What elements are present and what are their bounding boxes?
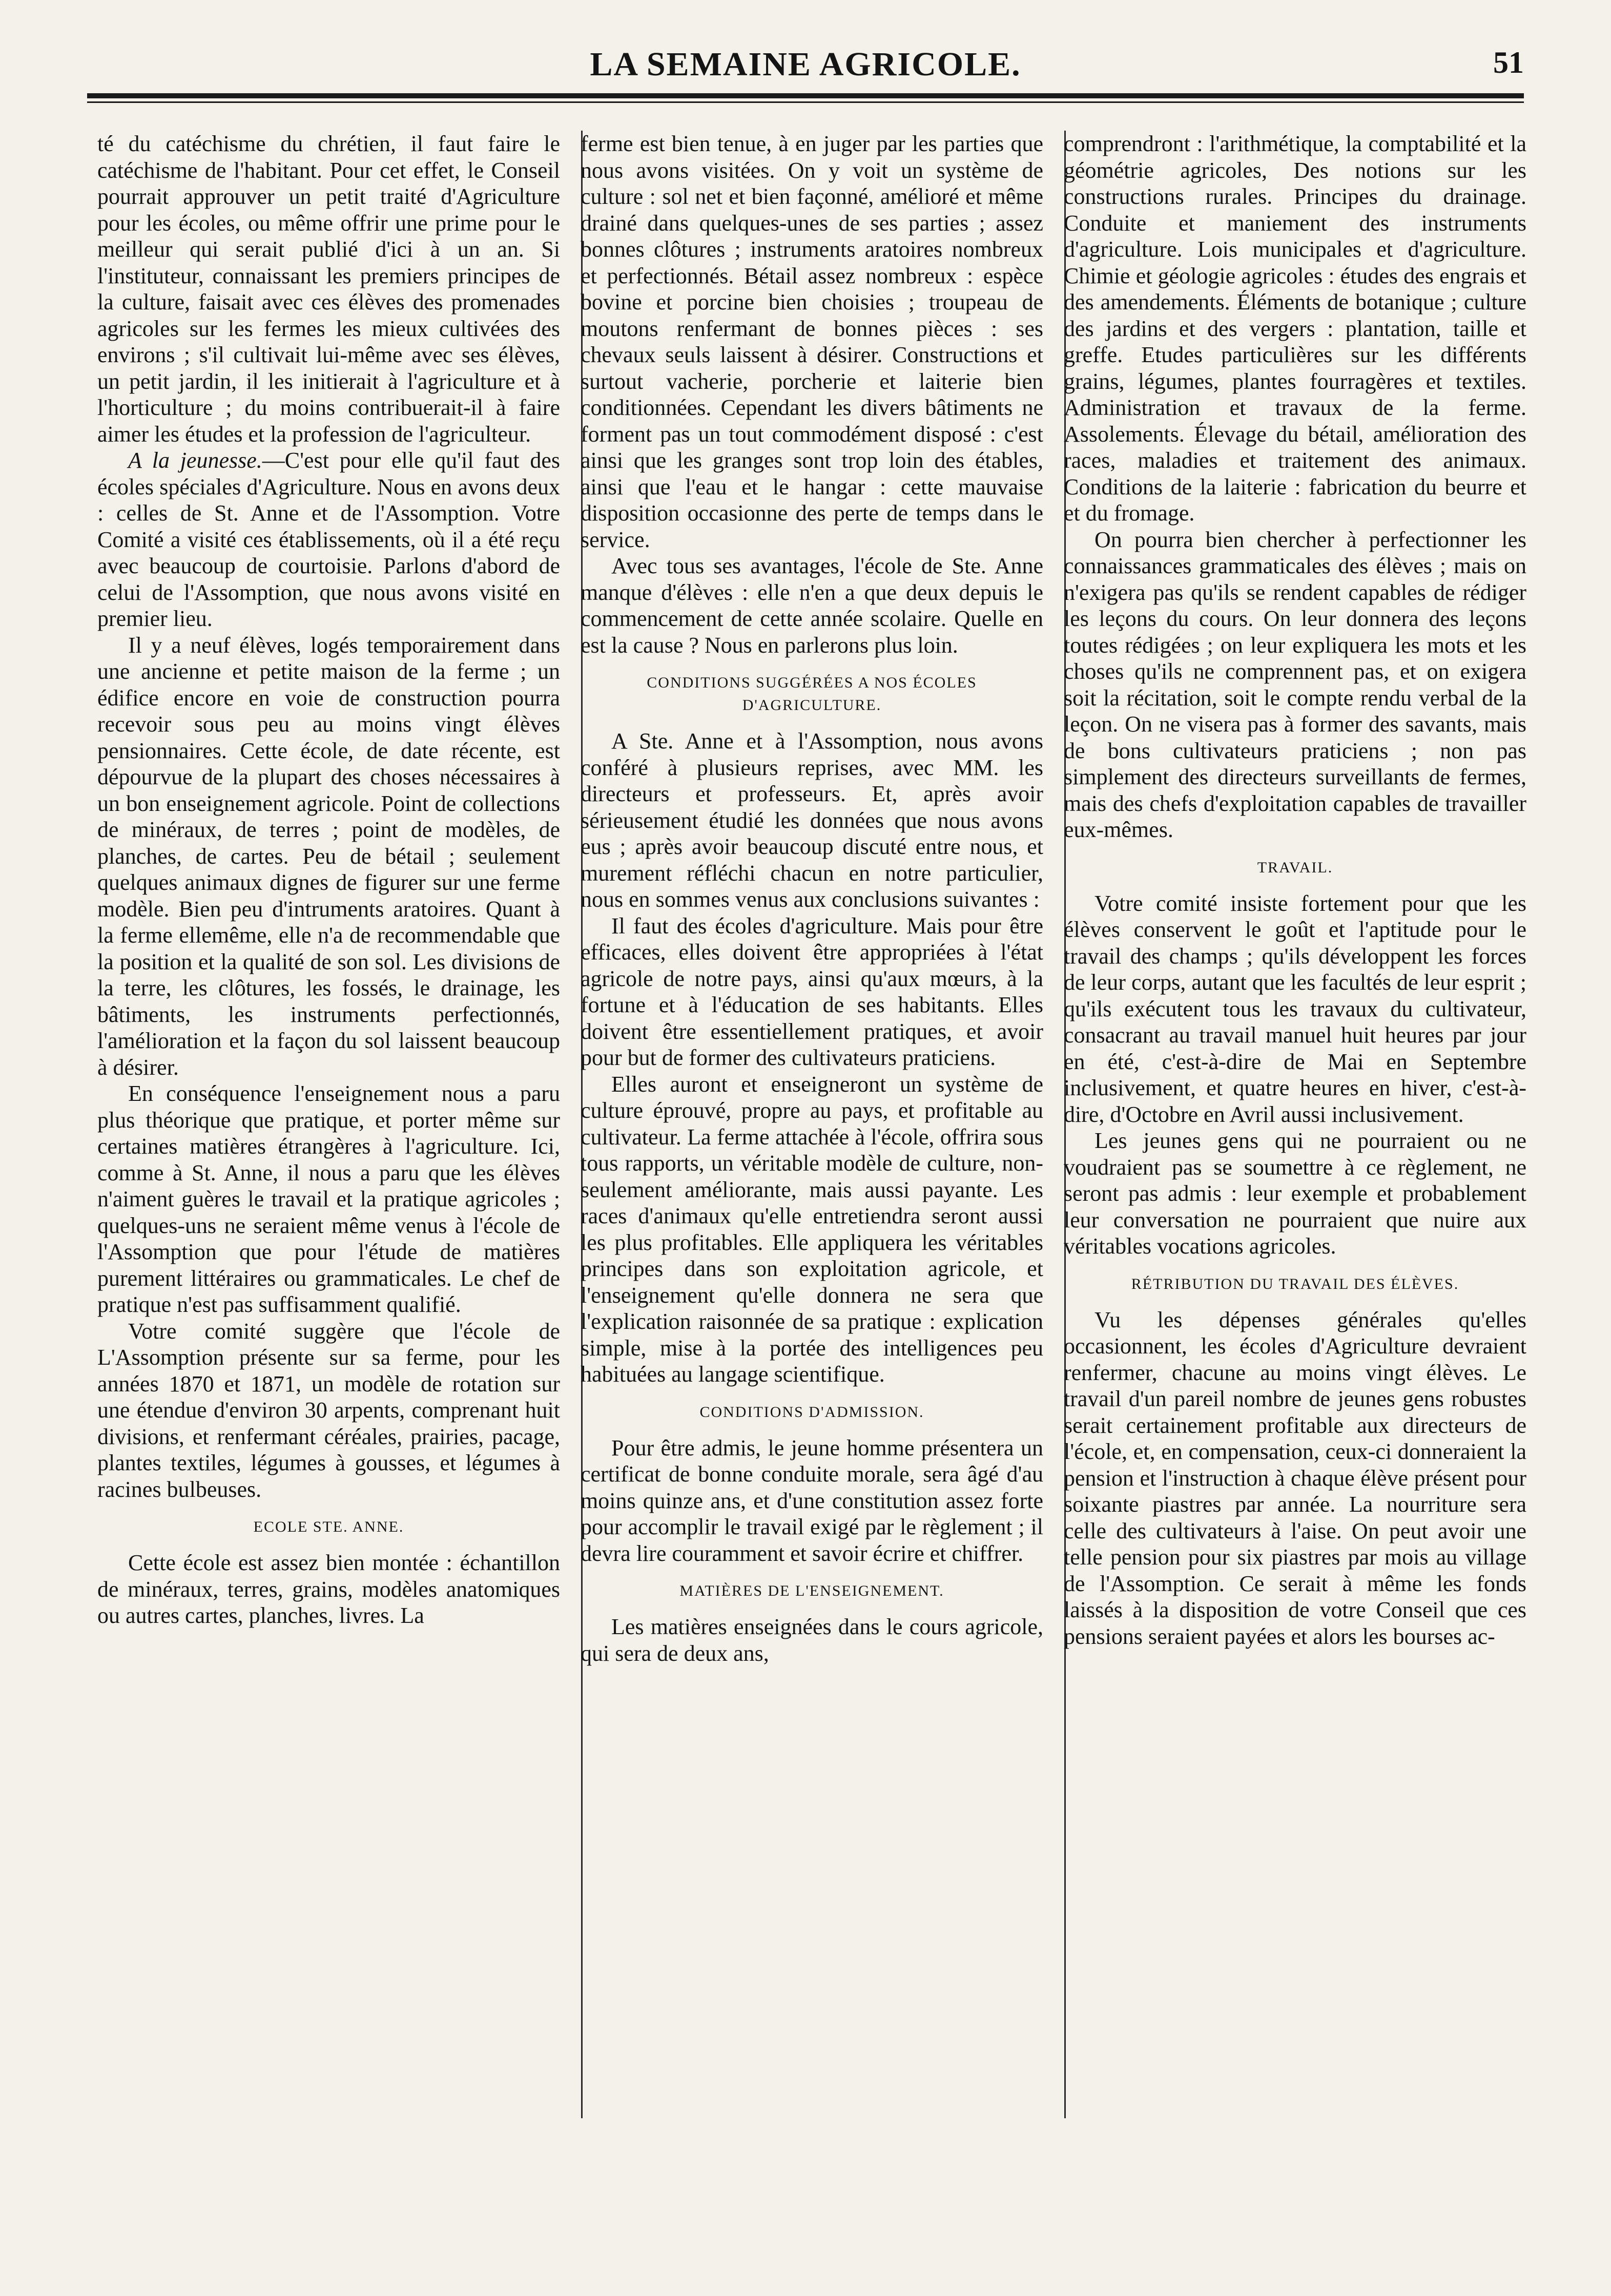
column-1 — [97, 131, 560, 2205]
paragraph: Il faut des écoles d'agriculture. Mais pour être efficaces, elles doivent être appropriées à l'état agricole de notre pays, ainsi qu'aux mœurs, à la fortune et à l'éducation de ses habitants. Elles doivent être essentiellement pratiques, et avoir pour but de former des cultivateurs praticiens. — [581, 913, 1043, 1070]
paragraph: On pourra bien chercher à perfectionner les connaissances grammaticales des élèves ; mais on n'exigera pas qu'ils se rendent capables de rédiger les leçons du cours. On leur donnera des leçons toutes rédigées ; on leur expliquera les mots et les choses qu'ils ne comprennent pas, et on exigera soit la récitation, soit le compte rendu verbal de la leçon. On ne visera pas à former des savants, mais de bons cultivateurs praticiens ; non pas simplement des directeurs surveillants de fermes, mais des chefs d'exploitation capables de travailler eux-mêmes. — [1064, 527, 1526, 842]
section-heading: MATIÈRES DE L'ENSEIGNEMENT. — [679, 1582, 944, 1599]
paragraph: comprendront : l'arithmétique, la comptabilité et la géométrie agricoles, Des notions sur les constructions rurales. Principes du drainage. Conduite et maniement des instruments d'agriculture. Lois municipales et d'agriculture. Chimie et géologie agricoles : études des engrais et des amendements. Éléments de botanique ; culture des jardins et des vergers : plantation, taille et greffe. Etudes particulières sur les différents grains, légumes, plantes fourragères et textiles. Administration et travaux de la ferme. Assolements. Élevage du bétail, amélioration des races, maladies et traitement des animaux. Conditions de la laiterie : fabrication du beurre et et du fromage. — [1064, 131, 1526, 526]
paragraph: ferme est bien tenue, à en juger par les parties que nous avons visitées. On y voit un système de culture : sol net et bien façonné, amélioré et même drainé dans quelques-unes de ses parties ; assez bonnes clôtures ; instruments aratoires nombreux et perfectionnés. Bétail assez nombreux : espèce bovine et porcine bien choisies ; troupeau de moutons renfermant de bonnes pièces : ses chevaux seuls laissent à désirer. Constructions et surtout vacherie, porcherie et laiterie bien conditionnées. Cependant les divers bâtiments ne forment pas un tout commodément disposé : c'est ainsi que les granges sont trop loin des étables, ainsi que l'eau et le hangar : cette mauvaise disposition occasionne des perte de temps dans le service. — [581, 131, 1043, 552]
paragraph: Votre comité insiste fortement pour que les élèves conservent le goût et l'aptitude pour le travail des champs ; qu'ils développent les forces de leur corps, autant que les facultés de leur esprit ; qu'ils exécutent tous les travaux du cultivateur, consacrant au travail manuel huit heures par jour en été, c'est-à-dire de Mai en Septembre inclusivement, et quatre heures en hiver, c'est-à-dire, d'Octobre en Avril aussi inclusivement. — [1064, 890, 1526, 1127]
paragraph: Cette école est assez bien montée : échantillon de minéraux, terres, grains, modèles anatomiques ou autres cartes, planches, livres. La — [97, 1550, 560, 1628]
paragraph: Votre comité suggère que l'école de L'Assomption présente sur sa ferme, pour les années 1870 et 1871, un modèle de rotation sur une étendue d'environ 30 arpents, comprenant huit divisions, et renfermant céréales, prairies, pacage, plantes textiles, légumes à gousses, et légumes à racines bulbeuses. — [97, 1318, 560, 1502]
paragraph: Pour être admis, le jeune homme présentera un certificat de bonne conduite morale, sera âgé d'au moins quinze ans, et d'une constitution assez forte pour accomplir le travail exigé par le règlement ; il devra lire couramment et savoir écrire et chiffrer. — [581, 1435, 1043, 1566]
section-heading: TRAVAIL. — [1257, 859, 1333, 876]
header-rule-thin — [87, 101, 1524, 103]
paragraph — [97, 447, 560, 632]
paragraph-lead: A la jeunesse. — [128, 448, 262, 473]
section-heading: RÉTRIBUTION DU TRAVAIL DES ÉLÈVES. — [1131, 1275, 1459, 1292]
paragraph: Elles auront et enseigneront un système de culture éprouvé, propre au pays, et profitable au cultivateur. La ferme attachée à l'école, offrira sous tous rapports, un véritable modèle de culture, non-seulement améliorante, mais aussi payante. Les races d'animaux qu'elle entretiendra seront aussi les plus profitables. Elle appliquera les véritables principes dans son exploitation agricole, et l'enseignement qu'elle donnera ne sera que l'explication raisonnée de sa pratique : explication simple, mise à la portée des intelligences peu habituées au langage scientifique. — [581, 1071, 1043, 1387]
journal-title: LA SEMAINE AGRICOLE. — [590, 46, 1021, 83]
paragraph: En conséquence l'enseignement nous a paru plus théorique que pratique, et porter même sur certaines matières étrangères à l'agriculture. Ici, comme à St. Anne, il nous a paru que les élèves n'aiment guères le travail et la pratique agricoles ; quelques-uns ne seraient même venus à l'école de l'Assomption que pour l'étude de matières purement littéraires ou grammaticales. Le chef de pratique n'est pas suffisamment qualifié. — [97, 1081, 560, 1317]
paragraph: Les matières enseignées dans le cours agricole, qui sera de deux ans, — [581, 1614, 1043, 1666]
column-2 — [581, 131, 1043, 2205]
masthead — [87, 41, 1524, 102]
header-rule-thick — [87, 93, 1524, 98]
page-number: 51 — [1493, 46, 1524, 79]
article-columns — [97, 131, 1527, 2205]
paragraph: Vu les dépenses générales qu'elles occasionnent, les écoles d'Agriculture devraient renfermer, chacune au moins vingt élèves. Le travail d'un pareil nombre de jeunes gens robustes serait certainement profitable aux directeurs de l'école, et, en compensation, ceux-ci donneraient la pension et l'instruction à chaque élève présent pour soixante piastres par année. La nourriture sera celle des cultivateurs à l'aise. On peut avoir une telle pension pour six piastres par mois au village de l'Assomption. Ce serait à même les fonds laissés à la disposition de votre Conseil que ces pensions seraient payées et alors les bourses ac- — [1064, 1307, 1526, 1649]
paragraph: A Ste. Anne et à l'Assomption, nous avons conféré à plusieurs reprises, avec MM. les directeurs et professeurs. Et, après avoir sérieusement étudié les données que nous avons eus ; après avoir beaucoup discuté entre nous, et murement réfléchi chacun en notre particulier, nous en sommes venus aux conclusions suivantes : — [581, 728, 1043, 912]
section-heading: ECOLE STE. ANNE. — [253, 1518, 404, 1535]
paragraph: Il y a neuf élèves, logés temporairement dans une ancienne et petite maison de la ferme ; un édifice encore en voie de construction pourra recevoir sous peu au moins vingt élèves pensionnaires. Cette école, de date récente, est dépourvue de la plupart des choses nécessaires à un bon enseignement agricole. Point de collections de minéraux, de terres ; point de modèles, de planches, de cartes. Peu de bétail ; seulement quelques animaux dignes de figurer sur une ferme modèle. Bien peu d'intruments aratoires. Quant à la ferme ellemême, elle n'a de recommendable que la position et la qualité de son sol. Les divisions de la terre, les clôtures, les fossés, le drainage, les bâtiments, les instruments perfectionnés, l'amélioration et la façon du sol laissent beaucoup à désirer. — [97, 632, 560, 1080]
paragraph: Avec tous ses avantages, l'école de Ste. Anne manque d'élèves : elle n'en a que deux depuis le commencement de cette année scolaire. Quelle en est la cause ? Nous en parlerons plus loin. — [581, 553, 1043, 658]
paragraph: té du catéchisme du chrétien, il faut faire le catéchisme de l'habitant. Pour cet effet, le Conseil pourrait approuver un petit traité d'Agriculture pour les écoles, ou même offrir une prime pour le meilleur qui serait publié d'ici à un an. Si l'instituteur, connaissant les premiers principes de la culture, faisait avec ces élèves des promenades agricoles sur les fermes les mieux cultivées des environs ; s'il cultivait lui-même avec ses élèves, un petit jardin, il les initierait à l'agriculture et à l'horticulture ; du moins contribuerait-il à faire aimer les études et la profession de l'agriculteur. — [97, 131, 560, 447]
section-heading: CONDITIONS SUGGÉRÉES A NOS ÉCOLES D'AGRICULTURE. — [647, 674, 977, 714]
column-3 — [1064, 131, 1526, 2205]
paragraph: Les jeunes gens qui ne pourraient ou ne voudraient pas se soumettre à ce règlement, ne seront pas admis : leur exemple et probablement leur conversation ne pourraient que nuire aux véritables vocations agricoles. — [1064, 1128, 1526, 1259]
section-heading: CONDITIONS D'ADMISSION. — [699, 1403, 924, 1421]
paragraph-body: —C'est pour elle qu'il faut des écoles spéciales d'Agriculture. Nous en avons deux : celles de St. Anne et de l'Assomption. Votre Comité a visité ces établissements, où il a été reçu avec beaucoup de courtoisie. Parlons d'abord de celui de l'Assomption, que nous avons visité en premier lieu. — [97, 448, 560, 631]
